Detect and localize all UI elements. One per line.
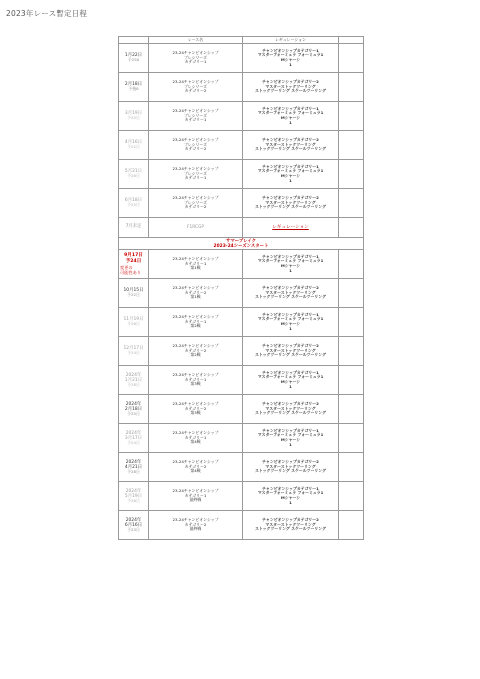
regulation-line: 1 xyxy=(289,119,292,125)
regulation-line: Mシャーシ xyxy=(280,321,301,326)
race-line: プレシリーズ xyxy=(184,54,207,60)
season-banner-row xyxy=(119,238,364,250)
date-main: 3月17日 xyxy=(124,435,143,441)
banner-line: サマーブレイク xyxy=(225,238,257,244)
date-cell xyxy=(119,366,149,395)
regulation-line: チャンピオンシップカテゴリー1 xyxy=(262,47,319,53)
regulation-line: マスターフォーミュラ フォーミュラ1 xyxy=(257,52,324,58)
date-main: 6月18日 xyxy=(124,198,143,204)
regulation-line: Mシャーシ xyxy=(280,57,301,62)
regulation-cell xyxy=(243,189,339,218)
table-row xyxy=(119,279,364,308)
regulation-line: チャンピオンシップカテゴリー2 xyxy=(262,195,319,201)
race-line: カテゴリー2 xyxy=(184,88,207,94)
regulation-cell xyxy=(243,337,339,366)
table-row xyxy=(119,366,364,395)
change-note: 変更の xyxy=(120,264,133,270)
regulation-line: チャンピオンシップカテゴリー2 xyxy=(262,459,319,465)
regulation-line: マスターフォーミュラ フォーミュラ1 xyxy=(257,110,324,116)
regulation-line: チャンピオンシップカテゴリー2 xyxy=(262,343,319,349)
regulation-line: マスターフォーミュラ フォーミュラ1 xyxy=(257,374,324,380)
date-main: 2024年 xyxy=(125,459,142,465)
extra-cell xyxy=(339,160,364,189)
regulation-line: チャンピオンシップカテゴリー1 xyxy=(262,311,319,317)
race-cell xyxy=(149,366,243,395)
table-row xyxy=(119,131,364,160)
race-cell xyxy=(149,482,243,511)
race-line: カテゴリー2 xyxy=(184,347,207,353)
page-title: 2023年レース暫定日程 xyxy=(6,9,88,18)
race-schedule-table xyxy=(118,36,364,540)
extra-cell xyxy=(339,308,364,337)
race-cell: 23-24チャンピオンシップ カテゴリー1 第1戦 xyxy=(149,250,243,279)
race-line: 最終戦 xyxy=(189,497,202,503)
race-line: 23-24チャンピオンシップ xyxy=(172,50,219,56)
banner-line: 2023-24シーズンスタート xyxy=(213,243,269,249)
regulation-line: ストックツーリング スケールツーリング xyxy=(254,468,327,474)
table-row xyxy=(119,395,364,424)
race-line: 23-24チャンピオンシップ xyxy=(172,137,219,143)
date-cell xyxy=(119,131,149,160)
regulation-cell xyxy=(243,308,339,337)
regulation-line: 1 xyxy=(289,441,292,447)
date-sub: 予28日 xyxy=(127,173,140,179)
regulation-cell xyxy=(243,102,339,131)
date-sub: 予24日 xyxy=(127,350,140,356)
race-line: カテゴリー2 xyxy=(184,405,207,411)
race-line: 23-24チャンピオンシップ xyxy=(172,285,219,291)
regulation-line: マスターストックツーリング xyxy=(265,141,316,147)
regulation-line: マスターストックツーリング xyxy=(265,199,316,205)
extra-cell xyxy=(339,44,364,73)
date-sub: 予25日 xyxy=(127,410,140,416)
regulation-cell xyxy=(243,424,339,453)
date-sub: 予26日 xyxy=(127,497,140,503)
extra-cell xyxy=(339,218,364,238)
date-cell xyxy=(119,250,149,279)
date-cell xyxy=(119,44,149,73)
table-row xyxy=(119,73,364,102)
regulation-line: マスターストックツーリング xyxy=(265,463,316,469)
date-main: 12月17日 xyxy=(123,346,144,352)
extra-cell xyxy=(339,250,364,279)
race-cell xyxy=(149,395,243,424)
extra-cell xyxy=(339,73,364,102)
date-main: 1月22日 xyxy=(124,53,143,59)
regulation-line: 1 xyxy=(289,61,292,67)
regulation-line: マスターフォーミュラ フォーミュラ1 xyxy=(257,432,324,438)
race-line: カテゴリー1 xyxy=(184,434,207,440)
race-line: プレシリーズ xyxy=(184,141,207,147)
regulation-line: チャンピオンシップカテゴリー2 xyxy=(262,285,319,291)
regulation-cell xyxy=(243,279,339,308)
regulation-cell xyxy=(243,453,339,482)
date-main: 2024年 xyxy=(125,488,142,494)
regulation-line: マスターストックツーリング xyxy=(265,405,316,411)
race-line: カテゴリー2 xyxy=(184,146,207,152)
race-cell xyxy=(149,189,243,218)
extra-cell xyxy=(339,482,364,511)
date-cell xyxy=(119,160,149,189)
date-main: 4月16日 xyxy=(124,140,143,146)
regulation-line: ストックツーリング スケールツーリング xyxy=(254,146,327,152)
regulation-cell xyxy=(243,511,339,540)
header-race-name: レース名 xyxy=(149,37,243,44)
date-cell xyxy=(119,395,149,424)
race-line: 23-24チャンピオンシップ xyxy=(172,517,219,523)
header-date xyxy=(119,37,149,44)
date-sub: 予22日 xyxy=(127,144,140,150)
header-regulation: レギュレーション xyxy=(243,37,339,44)
race-line: 第3戦 xyxy=(190,410,201,416)
regulation-cell xyxy=(243,160,339,189)
regulation-link[interactable]: レギュレーション xyxy=(272,224,309,230)
date-sub: 予24日 xyxy=(127,439,140,445)
regulation-line: 1 xyxy=(289,499,292,505)
race-line: カテゴリー1 xyxy=(184,175,207,181)
date-cell xyxy=(119,482,149,511)
regulation-line: チャンピオンシップカテゴリー2 xyxy=(262,517,319,523)
race-line: カテゴリー1 xyxy=(184,318,207,324)
race-line: 23-24チャンピオンシップ xyxy=(172,401,219,407)
regulation-line: ストックツーリング スケールツーリング xyxy=(254,294,327,300)
regulation-line: チャンピオンシップカテゴリー2 xyxy=(262,401,319,407)
regulation-line: マスターフォーミュラ フォーミュラ1 xyxy=(257,168,324,174)
regulation-line: 1 xyxy=(289,177,292,183)
race-cell xyxy=(149,511,243,540)
date-sub: 予25日 xyxy=(127,202,140,208)
race-line: プレシリーズ xyxy=(184,112,207,118)
race-cell xyxy=(149,424,243,453)
date-main: 3月19日 xyxy=(124,111,143,117)
race-line: 第3戦 xyxy=(190,381,201,387)
change-note: 可能性あり xyxy=(120,269,141,275)
date-sub: 予22日 xyxy=(127,292,140,298)
race-line: 23-24チャンピオンシップ xyxy=(172,459,219,465)
race-line: 第1戦 xyxy=(190,294,201,300)
date-sub: 予24日 xyxy=(125,258,142,264)
race-cell xyxy=(149,279,243,308)
regulation-cell xyxy=(243,395,339,424)
regulation-line: チャンピオンシップカテゴリー1 xyxy=(262,163,319,169)
regulation-cell xyxy=(243,131,339,160)
regulation-cell xyxy=(243,44,339,73)
race-cell xyxy=(149,160,243,189)
regulation-line: ストックツーリング スケールツーリング xyxy=(254,88,327,94)
date-cell xyxy=(119,337,149,366)
race-line: 23-24チャンピオンシップ xyxy=(172,343,219,349)
table-row xyxy=(119,189,364,218)
table-row xyxy=(119,482,364,511)
date-sub: 予26日 xyxy=(127,321,140,327)
regulation-line: マスターストックツーリング xyxy=(265,289,316,295)
race-line: 23-24チャンピオンシップ xyxy=(172,488,219,494)
table-row xyxy=(119,218,364,238)
race-line: 最終戦 xyxy=(189,526,202,532)
extra-cell xyxy=(339,279,364,308)
extra-cell xyxy=(339,189,364,218)
extra-cell xyxy=(339,511,364,540)
extra-cell xyxy=(339,337,364,366)
table-body-preseason xyxy=(119,44,364,218)
date-main: 2月18日 xyxy=(124,406,143,412)
race-line: プレシリーズ xyxy=(184,83,207,89)
date-cell xyxy=(119,102,149,131)
race-line: 第2戦 xyxy=(190,323,201,329)
header-extra xyxy=(339,37,364,44)
regulation-line: チャンピオンシップカテゴリー2 xyxy=(262,79,319,85)
date-cell xyxy=(119,424,149,453)
race-line: プレシリーズ xyxy=(184,199,207,205)
race-line: 23-24チャンピオンシップ xyxy=(172,195,219,201)
regulation-line: ストックツーリング スケールツーリング xyxy=(254,526,327,532)
date-main: 11月19日 xyxy=(123,317,144,323)
race-line: カテゴリー2 xyxy=(184,289,207,295)
race-cell xyxy=(149,308,243,337)
race-cell: F1RCGP xyxy=(149,218,243,238)
date-cell: 7月未定 xyxy=(119,218,149,238)
date-sub: 予250 xyxy=(127,57,140,63)
race-line: カテゴリー2 xyxy=(184,521,207,527)
race-cell xyxy=(149,453,243,482)
table-row xyxy=(119,453,364,482)
date-sub: 予後8 xyxy=(128,86,139,92)
race-line: カテゴリー1 xyxy=(184,117,207,123)
regulation-line: マスターストックツーリング xyxy=(265,347,316,353)
race-line: 23-24チャンピオンシップ xyxy=(172,108,219,114)
date-cell xyxy=(119,453,149,482)
race-line: プレシリーズ xyxy=(184,170,207,176)
table-row xyxy=(119,160,364,189)
race-line: 第4戦 xyxy=(190,439,201,445)
date-main: 4月21日 xyxy=(124,464,143,470)
race-line: 23-24チャンピオンシップ xyxy=(172,166,219,172)
race-cell xyxy=(149,44,243,73)
regulation-cell xyxy=(243,482,339,511)
date-cell xyxy=(119,73,149,102)
race-line: カテゴリー1 xyxy=(184,59,207,65)
season-banner xyxy=(119,238,364,250)
regulation-line: チャンピオンシップカテゴリー1 xyxy=(262,369,319,375)
table-body-season xyxy=(119,279,364,540)
race-cell xyxy=(149,337,243,366)
regulation-line: チャンピオンシップカテゴリー1 xyxy=(262,105,319,111)
regulation-line: マスターフォーミュラ フォーミュラ1 xyxy=(257,316,324,322)
table-body-july xyxy=(119,218,364,279)
table-row xyxy=(119,424,364,453)
regulation-line: Mシャーシ xyxy=(280,115,301,120)
regulation-line: チャンピオンシップカテゴリー1 xyxy=(262,485,319,491)
date-sub: 予23日 xyxy=(127,526,140,532)
date-main: 6月16日 xyxy=(124,522,143,528)
extra-cell xyxy=(339,131,364,160)
table-row xyxy=(119,337,364,366)
race-line: 第4戦 xyxy=(190,468,201,474)
date-sub: 予28日 xyxy=(127,468,140,474)
race-line: カテゴリー2 xyxy=(184,204,207,210)
date-main: 2024年 xyxy=(125,517,142,523)
regulation-line: ストックツーリング スケールツーリング xyxy=(254,352,327,358)
regulation-line: 1 xyxy=(289,325,292,331)
regulation-line: Mシャーシ xyxy=(280,495,301,500)
date-main: 2024年 xyxy=(125,401,142,407)
date-cell xyxy=(119,279,149,308)
regulation-line: チャンピオンシップカテゴリー2 xyxy=(262,137,319,143)
race-cell xyxy=(149,102,243,131)
race-cell xyxy=(149,131,243,160)
date-main: 10月15日 xyxy=(123,288,144,294)
date-main: 5月19日 xyxy=(124,493,143,499)
race-line: 23-24チャンピオンシップ xyxy=(172,79,219,85)
extra-cell xyxy=(339,102,364,131)
date-sub: 予28日 xyxy=(127,381,140,387)
date-sub: 予25日 xyxy=(127,115,140,121)
regulation-line: 1 xyxy=(289,383,292,389)
table-row xyxy=(119,102,364,131)
race-cell xyxy=(149,73,243,102)
race-line: 第2戦 xyxy=(190,352,201,358)
date-main: 2月18日 xyxy=(124,82,143,88)
table-header-row xyxy=(119,37,364,44)
regulation-line: チャンピオンシップカテゴリー1 xyxy=(262,427,319,433)
table-row xyxy=(119,308,364,337)
race-line: カテゴリー1 xyxy=(184,492,207,498)
regulation-line: マスターストックツーリング xyxy=(265,521,316,527)
race-line: 23-24チャンピオンシップ xyxy=(172,430,219,436)
extra-cell xyxy=(339,424,364,453)
date-main: 1月21日 xyxy=(124,377,143,383)
regulation-cell xyxy=(243,73,339,102)
regulation-line: マスターストックツーリング xyxy=(265,83,316,89)
regulation-cell xyxy=(243,366,339,395)
table-row xyxy=(119,44,364,73)
table-row xyxy=(119,250,364,279)
regulation-line: Mシャーシ xyxy=(280,173,301,178)
race-line: 23-24チャンピオンシップ xyxy=(172,314,219,320)
date-main: 2024年 xyxy=(125,372,142,378)
date-cell xyxy=(119,189,149,218)
race-line: カテゴリー1 xyxy=(184,376,207,382)
date-main: 9月17日 xyxy=(124,253,143,259)
extra-cell xyxy=(339,395,364,424)
race-line: カテゴリー2 xyxy=(184,463,207,469)
regulation-line: マスターフォーミュラ フォーミュラ1 xyxy=(257,490,324,496)
extra-cell xyxy=(339,366,364,395)
table-row xyxy=(119,511,364,540)
regulation-cell xyxy=(243,218,339,238)
regulation-line: ストックツーリング スケールツーリング xyxy=(254,204,327,210)
date-cell xyxy=(119,511,149,540)
regulation-line: ストックツーリング スケールツーリング xyxy=(254,410,327,416)
extra-cell xyxy=(339,453,364,482)
regulation-line: Mシャーシ xyxy=(280,437,301,442)
date-main: 2024年 xyxy=(125,430,142,436)
regulation-line: Mシャーシ xyxy=(280,379,301,384)
race-line: 23-24チャンピオンシップ xyxy=(172,372,219,378)
date-main: 5月21日 xyxy=(124,169,143,175)
regulation-cell: チャンピオンシップカテゴリー1 マスターフォーミュラ フォーミュラ1 Mシャーシ 1 xyxy=(243,250,339,279)
date-cell xyxy=(119,308,149,337)
